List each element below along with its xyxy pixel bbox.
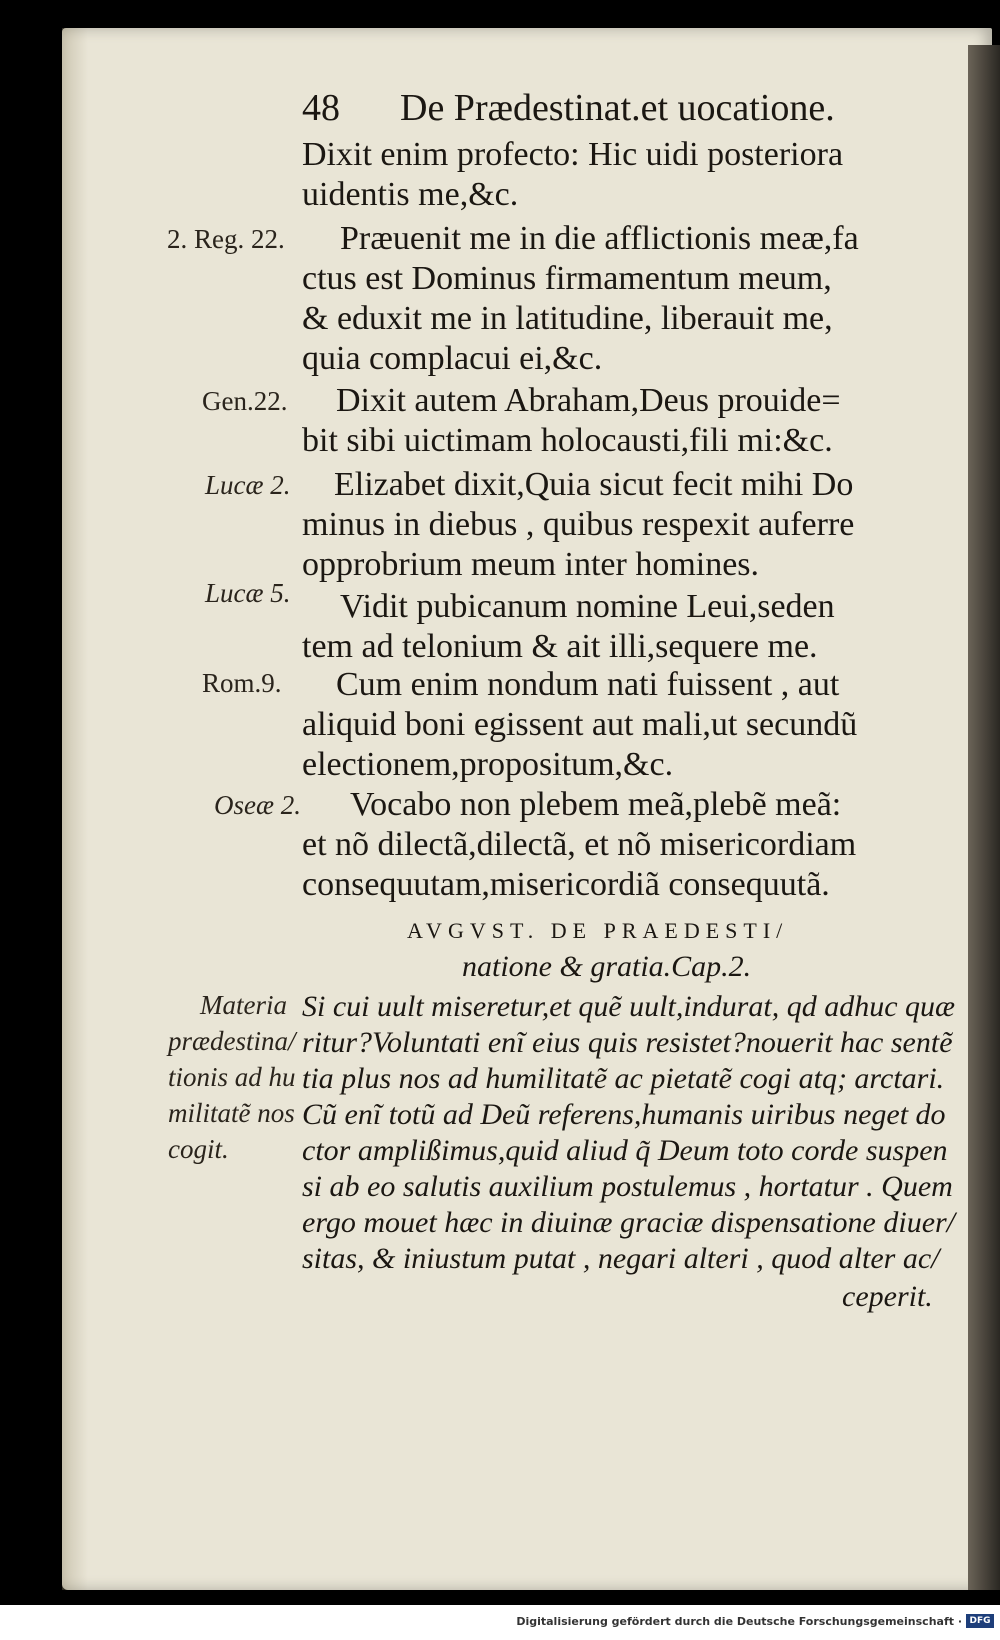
italic-line: Si cui uult miseretur,et quẽ uult,indurat, qd adhuc quæ	[302, 990, 956, 1023]
text-line: aliquid boni egissent aut mali,ut secundũ	[302, 706, 858, 743]
italic-line: tia plus nos ad humilitatẽ ac pietatẽ cogi atq; arctari.	[302, 1062, 945, 1095]
text-line: uidentis me,&c.	[302, 176, 519, 213]
marginal-note-line: cogit.	[168, 1134, 229, 1164]
text-line: Dixit autem Abraham,Deus prouide=	[336, 382, 841, 419]
dfg-logo-icon: DFG	[966, 1614, 994, 1628]
text-line: Elizabet dixit,Quia sicut fecit mihi Do	[334, 466, 854, 503]
section-subheading: natione & gratia.Cap.2.	[462, 950, 752, 983]
text-line: Præuenit me in die afflictionis meæ,fa	[340, 220, 859, 257]
text-line: ctus est Dominus firmamentum meum,	[302, 260, 832, 297]
text-line: tem ad telonium & ait illi,sequere me.	[302, 628, 818, 665]
text-line: & eduxit me in latitudine, liberauit me,	[302, 300, 833, 337]
footer-bar	[0, 1605, 1000, 1640]
text-line: et nõ dilectã,dilectã, et nõ misericordiam	[302, 826, 857, 863]
text-line: bit sibi uictimam holocausti,fili mi:&c.	[302, 422, 833, 459]
book-page	[62, 28, 992, 1590]
book-edge	[968, 45, 1000, 1590]
marginal-note-line: prædestina/	[168, 1026, 296, 1056]
italic-line: ergo mouet hæc in diuinæ graciæ dispensatione diuer/	[302, 1206, 956, 1239]
text-line: opprobrium meum inter homines.	[302, 546, 760, 583]
text-line: consequutam,misericordiã consequutã.	[302, 866, 830, 903]
margin-ref: Oseæ 2.	[214, 790, 301, 820]
running-title: De Prædestinat.et uocatione.	[400, 87, 835, 129]
page-number: 48	[302, 87, 340, 129]
text-line: Vidit pubicanum nomine Leui,seden	[340, 588, 835, 625]
italic-line: ritur?Voluntati enĩ eius quis resistet?nouerit hac sentẽ	[302, 1026, 953, 1059]
text-line: electionem,propositum,&c.	[302, 746, 674, 783]
margin-ref: Lucæ 2.	[205, 470, 291, 500]
marginal-note-line: militatẽ nos	[168, 1098, 295, 1128]
italic-line: Cũ enĩ totũ ad Deũ referens,humanis uiribus neget do	[302, 1098, 946, 1131]
italic-line: si ab eo salutis auxilium postulemus , hortatur . Quem	[302, 1170, 953, 1203]
text-line: Dixit enim profecto: Hic uidi posteriora	[302, 136, 844, 173]
margin-ref: Rom.9.	[202, 668, 282, 698]
italic-line: sitas, & iniustum putat , negari alteri , quod alter ac/	[302, 1242, 940, 1275]
text-line: minus in diebus , quibus respexit auferre	[302, 506, 855, 543]
italic-line: ctor amplißimus,quid aliud q̃ Deum toto corde suspen	[302, 1134, 948, 1167]
marginal-note-line: Materia	[200, 990, 287, 1020]
marginal-note-line: tionis ad hu	[168, 1062, 296, 1092]
margin-ref: Gen.22.	[202, 386, 288, 416]
margin-ref: 2. Reg. 22.	[167, 224, 285, 254]
text-line: Cum enim nondum nati fuissent , aut	[336, 666, 840, 703]
margin-ref: Lucæ 5.	[205, 578, 291, 608]
italic-line: ceperit.	[842, 1280, 933, 1313]
text-line: quia complacui ei,&c.	[302, 340, 603, 377]
section-heading: AVGVST. DE PRAEDESTI/	[407, 918, 789, 943]
text-line: Vocabo non plebem meã,plebẽ meã:	[350, 786, 842, 823]
funding-credit: Digitalisierung gefördert durch die Deutsche Forschungsgemeinschaft ·	[516, 1615, 962, 1628]
